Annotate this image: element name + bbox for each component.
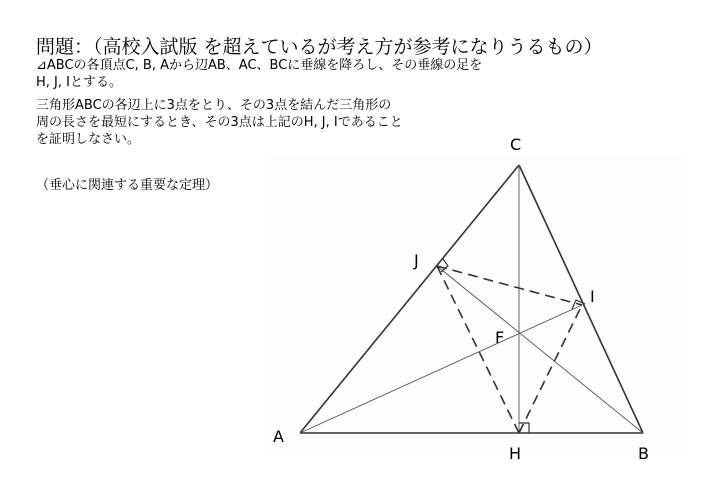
orthic-side-ji [437, 266, 582, 305]
label-foot-j: J [414, 251, 419, 270]
altitude-ai [300, 305, 582, 433]
label-vertex-c: C [510, 135, 522, 154]
altitude-bj [437, 266, 643, 433]
side-ac [300, 165, 519, 433]
orthic-side-jh [437, 266, 519, 433]
orthic-side-hi [519, 305, 582, 433]
problem-title: 問題：（高校入試版 を超えているが考え方が参考になりうるもの） [36, 36, 603, 58]
side-bc [519, 165, 643, 433]
problem-line-5: を証明しなさい。 [36, 132, 141, 147]
label-orthocenter-f: F [495, 328, 505, 347]
problem-line-3: 三角形ABCの各辺上に3点をとり、その3点を結んだ三角形の [36, 98, 392, 113]
label-vertex-b: B [638, 444, 649, 463]
theorem-note: （垂心に関連する重要な定理） [36, 178, 219, 193]
label-foot-h: H [509, 444, 522, 463]
problem-line-1: ⊿ABCの各頂点C, B, Aから辺AB、AC、BCに垂線を降ろし、その垂線の足を [36, 58, 483, 73]
label-foot-i: I [590, 287, 595, 306]
problem-line-4: 周の長さを最短にするとき、その3点は上記のH, J, Iであること [36, 115, 403, 130]
problem-line-2: H, J, Iとする。 [36, 75, 122, 90]
label-vertex-a: A [273, 427, 284, 446]
